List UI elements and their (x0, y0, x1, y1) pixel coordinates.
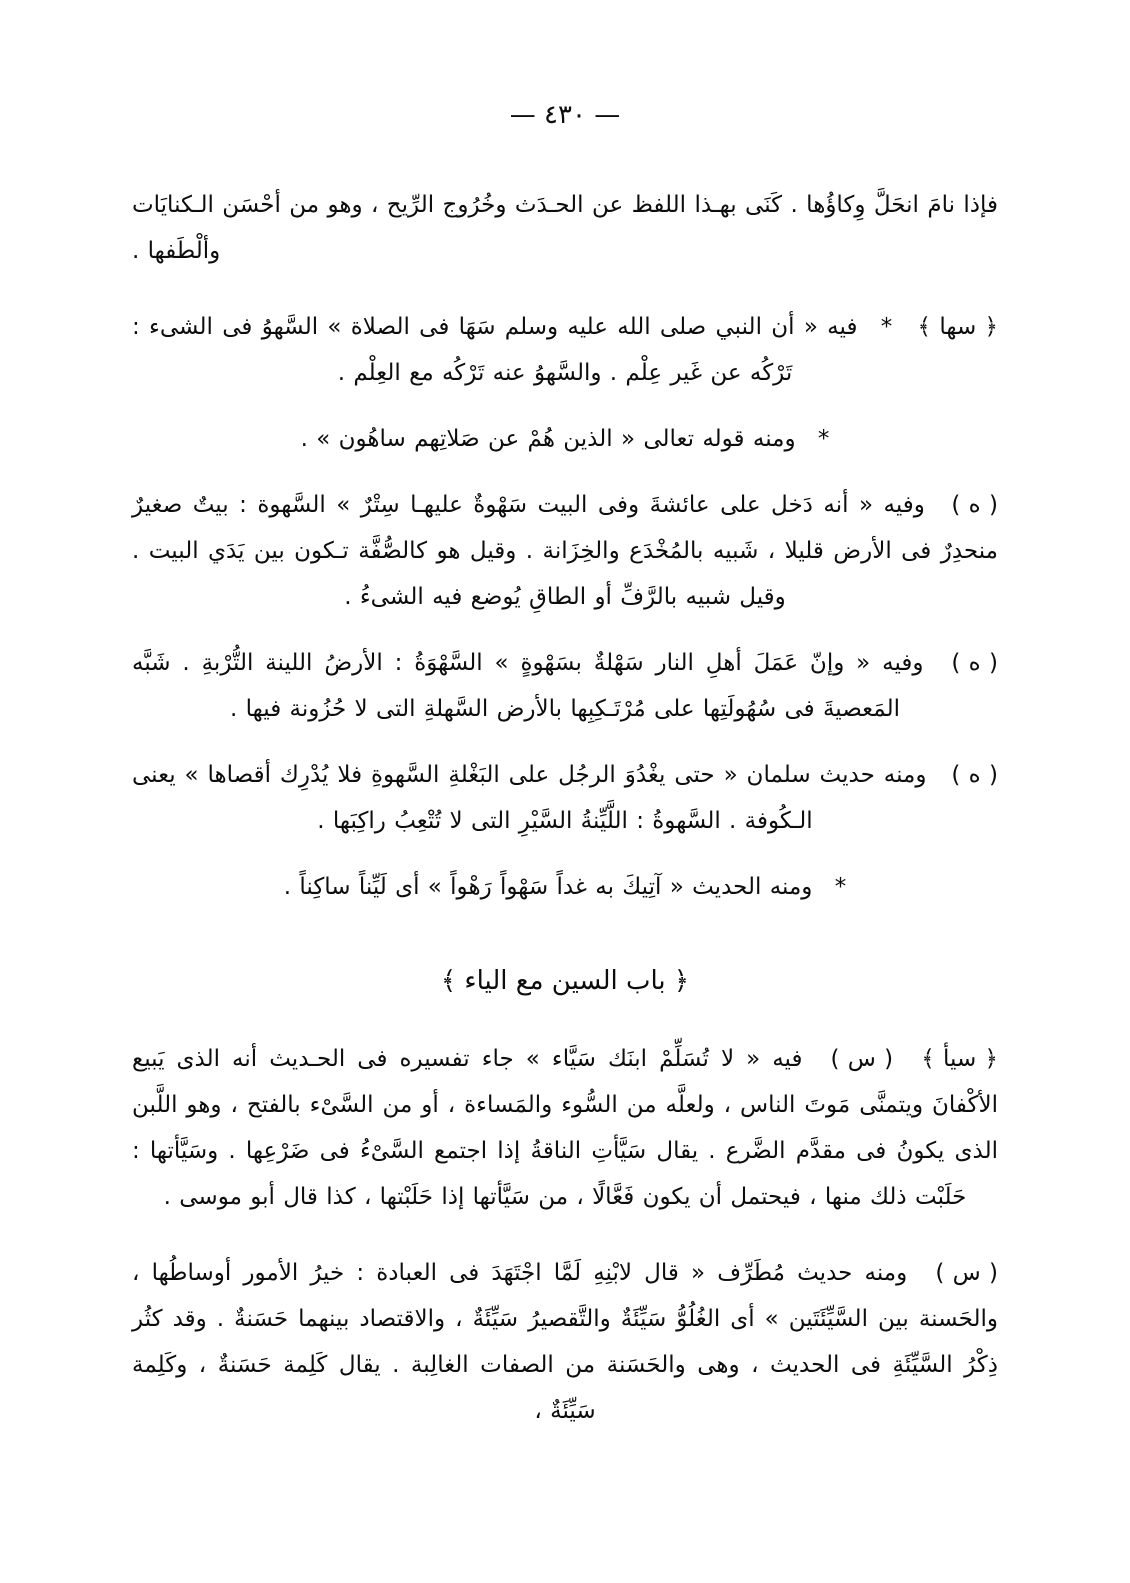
paragraph-text: وفيه « أنه دَخل على عائشةَ وفى البيت سَهْوةٌ عليهـا سِتْرٌ » السَّهوة : بيتٌ صغيرٌ منحدِرٌ فى الأرض قليلا ، شَبيه بالمُخْدَع والخِزَانة . وقيل هو كالصُّفَّة تـكون بين يَدَي البيت . وقيل شبيه بالرَّفِّ أو الطاقِ يُوضع فيه الشىءُ . (132, 492, 998, 610)
bullet-star-icon: * (817, 426, 830, 452)
entry-marker: ( ه ) (951, 492, 999, 518)
paragraph-text: فإذا نامَ انحَلَّ وِكاؤُها . كَنَى بهـذا اللفظ عن الحـدَث وخُرُوج الرِّيح ، وهو من أحْسَن الـكنايَات وألْطَفها . (132, 192, 998, 264)
section-heading: ﴿ باب السين مع الياء ﴾ (440, 966, 690, 996)
paragraph (132, 182, 998, 274)
dictionary-entry (132, 304, 998, 396)
dictionary-entry (132, 1036, 998, 1220)
entry-marker: ( ه ) (951, 762, 998, 788)
paragraph-text: ومنه الحديث « آتِيكَ به غداً سَهْواً رَهْواً » أى لَيِّناً ساكِناً . (283, 874, 813, 900)
spacer (132, 294, 998, 304)
paragraph-text: ومنه حديث سلمان « حتى يغْدُوَ الرجُل على البَغْلةِ السَّهوةِ فلا يُدْرِك أقصاها » يعنى الـكُوفة . السَّهوةُ : اللَّيِّنةُ السَّيْرِ التى لا تُتْعِبُ راكِبَها . (132, 762, 927, 834)
entry-marker: ( س ) (935, 1260, 998, 1286)
entry-marker: ﴿ سها ﴾ (917, 314, 999, 340)
dictionary-entry (132, 752, 998, 844)
page-number: — ٤٣٠ — (509, 100, 621, 130)
entry-marker: ( ه ) (951, 650, 998, 676)
dictionary-entry (132, 482, 998, 620)
entry-marker: ﴿ سيأ ﴾ (921, 1046, 998, 1072)
spacer (132, 1240, 998, 1250)
paragraph-text: فيه « لا تُسَلِّمْ ابنَك سَيَّاء » جاء تفسيره فى الحـديث أنه الذى يَبيع الأكْفانَ ويتمنَّى مَوتَ الناس ، ولعلَّه من السُّوء والمَساءة ، أو من السَّىْء بالفتح ، وهو اللَّبن الذى يكونُ فى مقدَّم الضَّرع . يقال سَيَّأتِ الناقةُ إذا اجتمع السَّىْءُ فى ضَرْعِها . وسَيَّأتها : حَلَبْت ذلك منها ، فيحتمل أن يكون فَعَّالًا ، من سَيَّأتها إذا حَلَبْتها ، كذا قال أبو موسى . (132, 1046, 998, 1210)
bullet-star-icon: * (880, 314, 893, 340)
entry-submarker: ( س ) (830, 1046, 894, 1072)
dictionary-entry (132, 1250, 998, 1434)
paragraph-text: ومنه حديث مُطَرِّف « قال لابْنِهِ لَمَّا اجْتَهَدَ فى العبادة : خيرُ الأمور أوساطُها ، والحَسنة بين السَّيِّئَتَين » أى الغُلُوُّ سَيِّئَةٌ والتَّقصيرُ سَيِّئَةٌ ، والاقتصاد بينهما حَسَنةٌ . وقد كثُر ذِكْرُ السَّيِّئَةِ فى الحديث ، وهى والحَسَنة من الصفات الغالِبة . يقال كَلِمة حَسَنةٌ ، وكَلِمة سَيِّئَةٌ ، (132, 1260, 998, 1424)
paragraph (132, 416, 998, 462)
paragraph-text: فيه « أن النبي صلى الله عليه وسلم سَهَا فى الصلاة » السَّهوُ فى الشىء : تَرْكُه عن غَير عِلْم . والسَّهوُ عنه تَرْكُه مع العِلْم . (132, 314, 858, 386)
bullet-star-icon: * (834, 874, 847, 900)
paragraph (132, 864, 998, 910)
paragraph-text: ومنه قوله تعالى « الذين هُمْ عن صَلاتِهم ساهُون » . (300, 426, 796, 452)
paragraph-text: وفيه « وإنّ عَمَلَ أهلِ النار سَهْلةٌ بسَهْوةٍ » السَّهْوَةُ : الأرضُ اللينة التُّرْبةِ . شَبَّه المَعصيةَ فى سُهُولَتِها على مُرْتَـكِبِها بالأرض السَّهلةِ التى لا حُزُونة فيها . (132, 650, 924, 722)
dictionary-entry (132, 640, 998, 732)
